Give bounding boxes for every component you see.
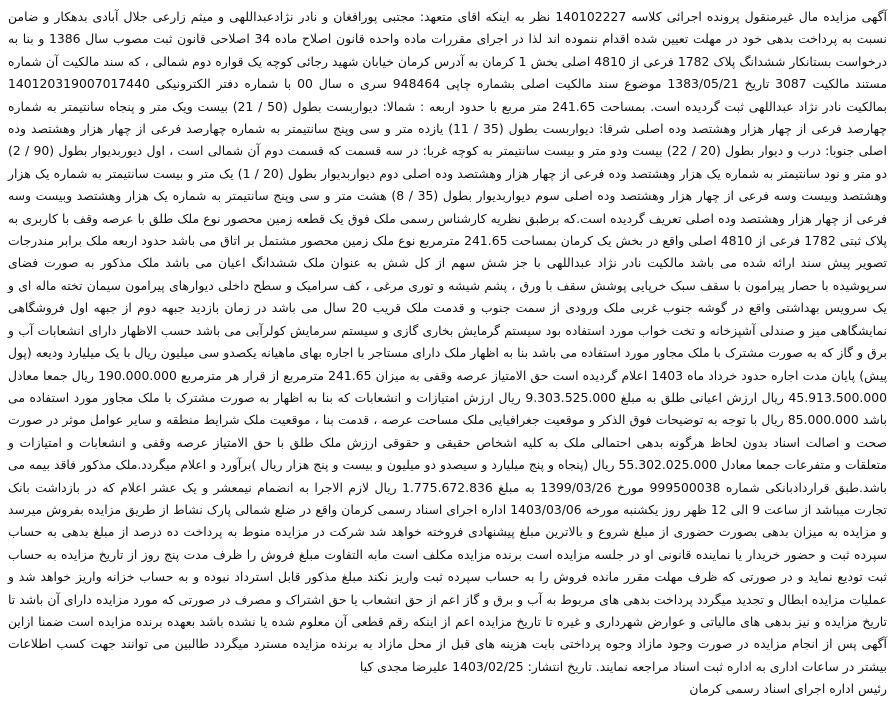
notice-body-text: آگهی مزایده مال غیرمنقول پرونده اجرائی کلاسه 140102227 نظر به اینکه اقای متعهد: مجتبی پورافغان و نادر نژادعبداللهی و میثم زارعی جلال آبادی بدهکار و ضامن نسبت به پرداخت بدهی خود در مهلت تعیین شده اقدام ننموده اند لذا در اجرای مقررات ماده واحده قانون اصلاح ماده 34 اصلاحی قانون ثبت مصوب سال 1386 و بنا به درخواست بستانکار ششدانگ پلاک 1782 فرعی از 4810 اصلی بخش 1 کرمان به آدرس کرمان خیابان شهید رجائی کوچه یک قواره دوم شمالی ، که سند مالکیت آن شماره مستند مالکیت 3087 تاریخ 1383/05/21 موضوع سند مالکیت اصلی بشماره چاپی 948464 سری ه سال 00 با شماره دفتر الکترونیکی 140120319007017440 بمالکیت نادر نژاد عبداللهی ثبت گردیده است. بمساحت 241.65 متر مربع با حدود اربعه : شمالا: دیواربست بطول (50 / 21) بیست ویک متر و پنجاه سانتیمتر به شماره چهارصد فرعی از چهار هزار وهشتصد وده اصلی شرقا: دیواربست بطول (35 / 11) یازده متر و سی وپنج سانتیمتر به شماره چهارصد فرعی از چهار هزار وهشتصد وده اصلی جنوبا: درب و دیوار بطول (20 / 22) بیست ودو متر و بیست سانتیمتر به کوچه غربا: در سه قسمت که قسمت دوم آن شمالی است ، اول دیوربدیوار بطول (90 / 2) دو متر و نود سانتیمتر به شماره یک هزار وهشتصد وده فرعی از چهار هزار وهشتصد وده اصلی دوم دیواربدیوار بطول (20 / 1) یک متر و بیست سانتیمتر به شماره یک هزار وهشتصد وبیست وسه فرعی از چهار هزار وهشتصد وده اصلی سوم دیواربدیوار بطول (35 / 8) هشت متر و سی وپنج سانتیمتر به شماره یک هزار وهشتصد وبیست وسه فرعی از چهار هزار وهشتصد وده اصلی تعریف گردیده است.که برطبق نظریه کارشناس رسمی ملک فوق یک قطعه زمین محصور نوع ملک طلق با عرصه وقف با کاربری به پلاک ثبتی 1782 فرعی از 4810 اصلی واقع در بخش یک کرمان بمساحت 241.65 مترمربع نوع ملک زمین محصور مشتمل بر اتاق می باشد حدود اربعه ملک برابر مندرجات تصویر پیش سند ارائه شده می باشد مالکیت نادر نژاد عبداللهی با جز شش سهم از کل شش به عنوان ملک ششدانگ اعیان می باشد ملک مذکور به صورت فضای سرپوشیده با حصار پیرامون با سقف سبک خرپایی پوشش سقف با ورق ، پشم شیشه و توری مرغی ، کف سرامیک و سطح داخلی دیوارهای پیرامون سیمان تخته ماله ای و یک سرویس بهداشتی واقع در گوشه جنوب غربی ملک ورودی از سمت جنوب و قدمت ملک قریب 20 سال می باشد در زمان بازدید جبهه دوم از جبهه اول فروشگاهی نمایشگاهی میز و صندلی آشپزخانه و تخت خواب مورد استفاده بود سیستم گرمایش بخاری گازی و سیستم سرمایش کولرآبی می باشد حسب الاظهار دارای انشعابات آب و برق و گاز که به صورت مشترک با ملک مجاور مورد استفاده می باشد بنا به اظهار ملک دارای مستاجر با اجاره بهای ماهیانه یکصدو سی میلیون ریال با یک میلیارد ودیعه (پول پیش) پایان مدت اجاره حدود خرداد ماه 1403 اعلام گردیده است حق الامتیاز عرصه وقفی به میزان 241.65 مترمربع از قرار هر مترمربع 190.000.000 ریال جمعا معادل 45.913.500.000 ریال ارزش اعیانی طلق به مبلغ 9.303.525.000 ریال ارزش امتیازات و انشعابات که بنا به اظهار به صورت مشترک با ملک مجاور مورد استفاده می باشد 85.000.000 ریال با توجه به توضیحات فوق الذکر و موقعیت جغرافیایی ملک مساحت عرصه ، قدمت بنا ، موقعیت ملک شرایط منطقه و سایر عوامل موثر در صورت صحت و اصالت اسناد بدون لحاظ هرگونه بدهی احتمالی ملک به کلیه اشخاص حقیقی و حقوقی ارزش ملک طلق با حق الامتیاز عرصه وقفی و انشعابات و امتیازات و متعلقات و متفرعات جمعا معادل 55.302.025.000 ریال (پنجاه و پنج میلیارد و سیصدو دو میلیون و بیست و پنج هزار ریال )برآورد و اعلام میگردد.ملک مذکور فاقد بیمه می باشد.طبق قراردادبانکی شماره 999500038 مورخ 1399/03/26 به مبلغ 1.775.672.836 ریال لازم الاجرا به انضمام نیمعشر و یک عشر اعلام که در بازداشت بانک تجارت میباشد از ساعت 9 الی 12 ظهر روز یکشنبه مورخه 1403/03/06 اداره اجرای اسناد رسمی کرمان واقع در ضلع شمالی پارک نشاط از طریق مزایده بفروش میرسد و مزایده به میزان بدهی بصورت حضوری از مبلغ شروع و بالاترین مبلغ پیشنهادی فروخته خواهد شد شرکت در مزایده منوط به پرداخت ده درصد از مبلغ بدهی به حساب سپرده ثبت و حضور خریدار یا نماینده قانونی او در جلسه مزایده است برنده مزایده مکلف است مابه التفاوت مبلغ فروش را ظرف مدت پنج روز از تاریخ مزایده به حساب ثبت تودیع نماید و در صورتی که ظرف مهلت مقرر مانده فروش را به حساب سپرده ثبت واریز نکند مبلغ مذکور قابل استرداد نبوده و به حساب خزانه واریز خواهد شد و عملیات مزایده ابطال و تجدید میگردد پرداخت بدهی های مربوط به آب و برق و گاز اعم از حق انشعاب یا حق اشتراک و مصرف در صورتی که مورد مزایده دارای آن باشد تا تاریخ مزایده و نیز بدهی های مالیاتی و عوارض شهرداری و غیره تا تاریخ مزایده اعم از اینکه رقم قطعی آن معلوم شده یا نشده باشد بعهده برنده مزایده است ضمنا ازاین آگهی پس از انجام مزایده در صورت وجود مازاد وجوه پرداختی بابت هزینه های قبل از محل مازاد به برنده مزایده مسترد میگردد طالبین می توانند جهت کسب اطلاعات بیشتر در ساعات اداری به اداره ثبت اسناد مراجعه نمایند. تاریخ انتشار: 1403/02/25 علیرضا مجدی کیا [8, 9, 888, 674]
notice-signature: رئیس اداره اجرای اسناد رسمی کرمان [689, 681, 887, 697]
